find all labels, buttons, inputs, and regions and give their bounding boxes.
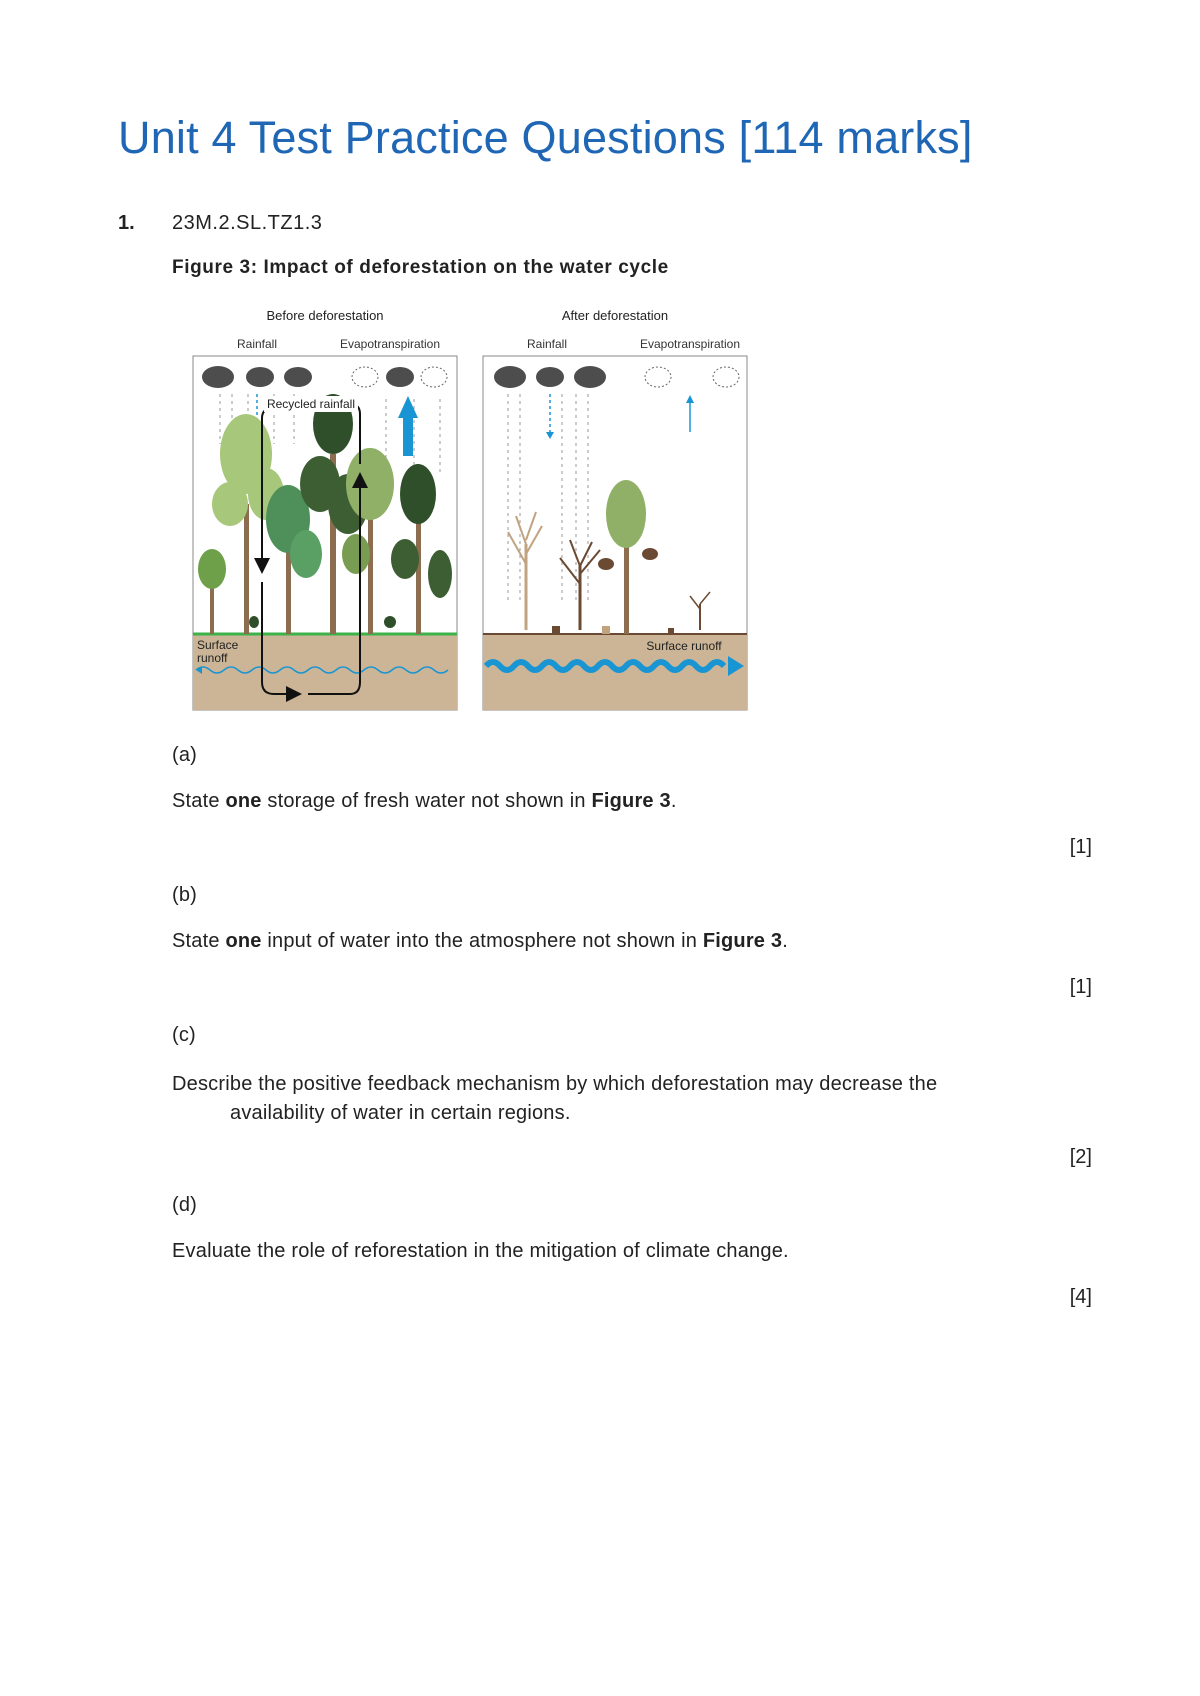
part-b-bold-one: one [225, 930, 262, 952]
part-b-text-2: input of water into the atmosphere not shown in [261, 930, 703, 952]
part-d-text-line-1: Evaluate the role of reforestation in the mitigation of climate change. [172, 1240, 789, 1262]
part-d-marks: [4] [1069, 1286, 1092, 1308]
part-b-text-3: . [782, 930, 788, 952]
part-c-label: (c) [172, 1024, 196, 1046]
before-deforestation-label: Before deforestation [266, 308, 384, 323]
after-evapotranspiration-label: Evapotranspiration [639, 337, 741, 351]
part-a-bold-one: one [225, 790, 262, 812]
part-d-question [172, 1240, 1052, 1263]
after-surface-runoff-label: Surface runoff [646, 639, 722, 653]
part-b-figure-ref: Figure 3 [702, 930, 783, 952]
figure-caption: Figure 3: Impact of deforestation on the water cycle [172, 257, 669, 278]
part-c-text-line-2: availability of water in certain regions. [230, 1102, 571, 1124]
before-surface-runoff-label-1: Surface [197, 638, 239, 652]
question-code: 23M.2.SL.TZ1.3 [172, 212, 323, 234]
rain-cloud-icon [494, 366, 606, 388]
part-a-question [172, 790, 1052, 813]
part-a-figure-ref: Figure 3 [591, 790, 671, 812]
recycled-rainfall-label: Recycled rainfall [266, 397, 356, 411]
part-c-text-line-1: Describe the positive feedback mechanism by which deforestation may decrease the [172, 1073, 938, 1095]
part-b-label: (b) [172, 884, 198, 906]
before-rainfall-label: Rainfall [236, 337, 278, 351]
part-a-label: (a) [172, 744, 198, 766]
part-b-marks: [1] [1069, 976, 1092, 998]
part-c-marks: [2] [1069, 1146, 1092, 1168]
part-a-text-1: State [172, 790, 226, 812]
part-a-text-2: storage of fresh water not shown in [261, 790, 592, 812]
part-d-label: (d) [172, 1194, 198, 1216]
figure-3-water-cycle [190, 304, 750, 716]
after-rainfall-label: Rainfall [526, 337, 568, 351]
part-a-marks: [1] [1069, 836, 1092, 858]
part-c-question [172, 1070, 1052, 1128]
question-number: 1. [118, 212, 135, 234]
after-panel [483, 308, 747, 710]
before-panel [193, 308, 457, 710]
part-b-question [172, 930, 1052, 953]
before-surface-runoff-label-2: runoff [197, 651, 228, 665]
page-title: Unit 4 Test Practice Questions [114 marks] [118, 112, 973, 163]
part-b-text-1: State [172, 930, 226, 952]
after-deforestation-label: After deforestation [561, 308, 669, 323]
before-evapotranspiration-label: Evapotranspiration [339, 337, 441, 351]
part-a-text-3: . [670, 790, 677, 812]
